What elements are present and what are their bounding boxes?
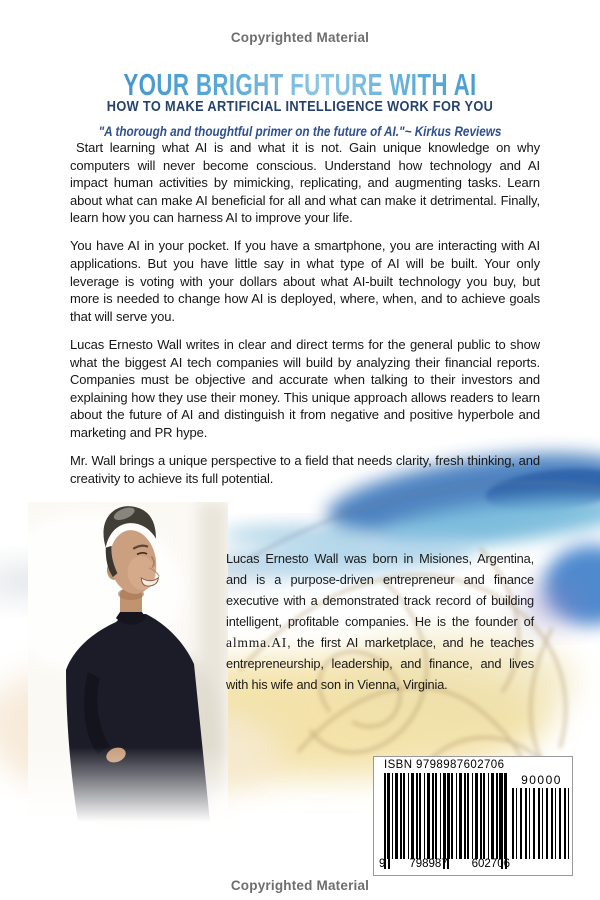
author-photo	[28, 502, 228, 822]
copyright-watermark-top: Copyrighted Material	[230, 29, 370, 45]
brand-name: almma.AI	[226, 635, 288, 650]
author-bio	[226, 548, 534, 695]
barcode-guard	[447, 773, 449, 869]
digit-group-1: 798987	[409, 858, 448, 870]
barcode-guard	[505, 773, 507, 869]
barcode-guard	[388, 773, 390, 869]
copyright-watermark-bottom: Copyrighted Material	[230, 877, 370, 893]
paragraph-3: Lucas Ernesto Wall writes in clear and direct terms for the general public to show what the biggest AI tech companies will build by analyzing their financial reports. Companies must be objective and accurate when talking to their investors and explaining how they use their money. This unique approach allows readers to learn about the future of AI and distinguish it from negative and positive hyperbole and marketing and PR hype.	[70, 336, 540, 440]
isbn-barcode	[373, 756, 573, 876]
review-quote: "A thorough and thoughtful primer on the future of AI."~ Kirkus Reviews	[98, 123, 502, 139]
barcode-guard	[443, 773, 445, 869]
bio-text-2: , the first AI marketplace, and he teaches entrepreneurship, leadership, and finance, and lives with his wife and son in Vienna, Virginia.	[226, 635, 534, 692]
paragraph-4: Mr. Wall brings a unique perspective to a field that needs clarity, fresh thinking, and creativity to achieve its full potential.	[70, 453, 540, 486]
paragraph-1: Start learning what AI is and what it is not. Gain unique knowledge on why computers will never become conscious. Understand how technology and AI impact human activities by mimicking, replicating, and augmenting tasks. Learn about what can make AI beneficial for all and what can make it detrimental. Finally, learn how you can harness AI to improve your life.	[70, 140, 540, 226]
book-subtitle: HOW TO MAKE ARTIFICIAL INTELLIGENCE WORK FOR YOU	[106, 99, 494, 116]
book-title: YOUR BRIGHT FUTURE WITH AI	[84, 67, 516, 103]
bio-text-1: Lucas Ernesto Wall was born in Misiones, Argentina, and is a purpose-driven entrepreneur and finance executive with a demonstrated track record of building intelligent, profitable companies. He is the founder of	[226, 551, 534, 629]
barcode-digits	[379, 858, 510, 870]
paragraph-2: You have AI in your pocket. If you have a smartphone, you are interacting with AI applications. But you have little say in what type of AI will be built. Your only leverage is voting with your dollars about what AI-built technology you buy, but more is needed to change how AI is deployed, where, when, and to achieve goals that will serve you.	[70, 238, 540, 324]
digit-group-2: 602706	[471, 858, 510, 870]
barcode-guard	[501, 773, 503, 869]
barcode-bars-main	[384, 773, 507, 859]
digit-prefix: 9	[379, 858, 386, 870]
back-cover-copy	[70, 139, 540, 498]
barcode-supplement-digits: 90000	[521, 773, 562, 787]
isbn-label: ISBN 9798987602706	[384, 759, 505, 771]
barcode-bars-supplement	[512, 788, 571, 859]
barcode-guard	[384, 773, 386, 869]
